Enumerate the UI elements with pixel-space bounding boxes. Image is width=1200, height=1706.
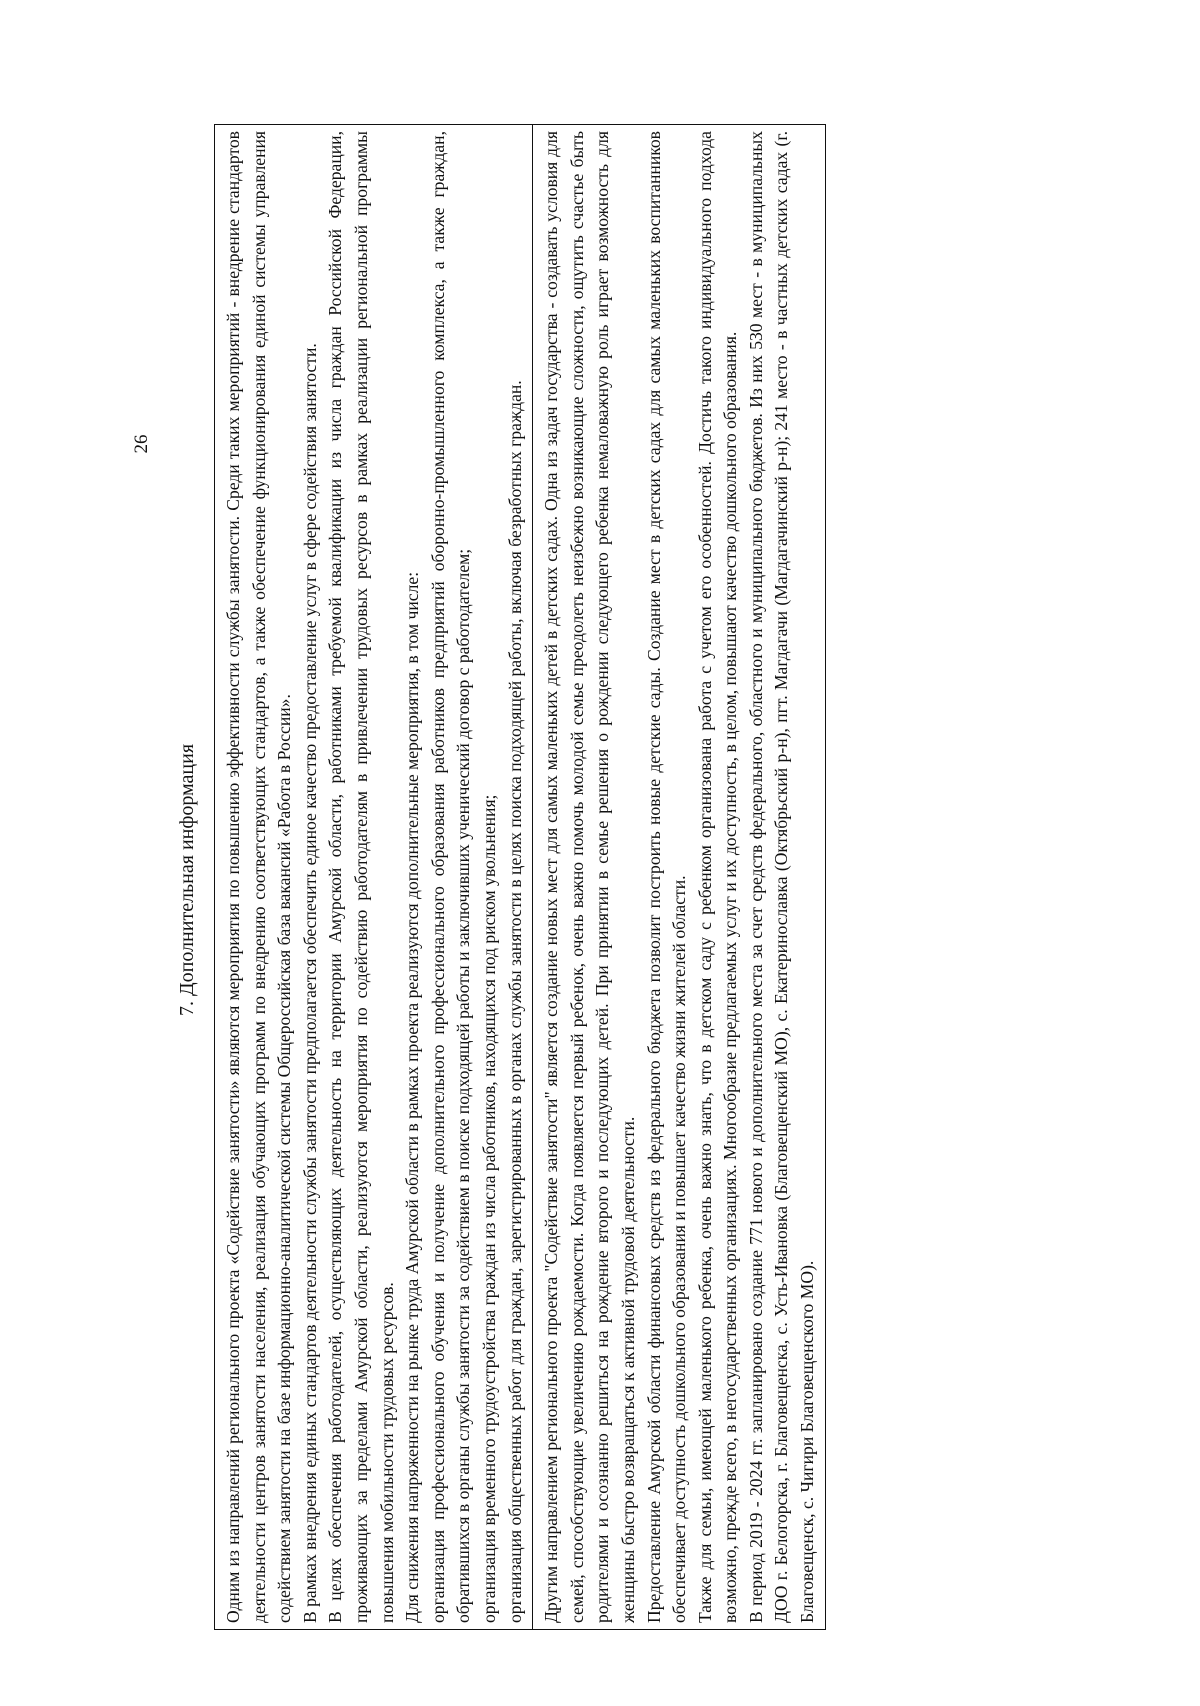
paragraph: Другим направлением регионального проекта "Содействие занятости" является создание новых мест для самых маленьких детей в детских садах. Одна из задач государства - создавать условия для семей, способствующие увеличению рождаемости. Когда появляется первый ребенок, очень важно помочь молодой семье преодолеть неизбежно возникающие сложности, ощутить счастье быть родителями и осознанно решиться на рождение второго и последующих детей. При принятии в семье решения о рождении следующего ребенка немаловажную роль играет возможность для женщины быстро возвращаться к активной трудовой деятельности.	[541, 131, 638, 1623]
paragraph: Предоставление Амурской области финансовых средств из федерального бюджета позволит построить новые детские сады. Создание мест в детских садах для самых маленьких воспитанников обеспечивает доступность дошкольного образования и повышает качество жизни жителей области.	[643, 131, 690, 1623]
page-number: 26	[131, 434, 152, 454]
table-cell-kindergartens	[533, 125, 826, 1630]
section-title: 7. Дополнительная информация	[176, 743, 198, 1017]
info-table	[214, 124, 826, 1630]
paragraph: организация профессионального обучения и получение дополнительного профессионального образования работников предприятий оборонно-промышленного комплекса, а также граждан, обратившихся в органы службы занятости за содействием в поиске подходящей работы и заключивших ученический договор с работодателем;	[427, 131, 474, 1623]
table-row	[533, 125, 826, 1630]
paragraph: Одним из направлений регионального проекта «Содействие занятости» являются мероприятия по повышению эффективности службы занятости. Среди таких мероприятий - внедрение стандартов деятельности центров занятости населения, реализация обучающих программ по внедрению соответствующих стандартов, а также обеспечение функционирования единой системы управления содействием занятости на базе информационно-аналитической системы Общероссийская база вакансий «Работа в России».	[223, 131, 295, 1623]
paragraph: Также для семьи, имеющей маленького ребенка, очень важно знать, что в детском саду с ребенком организована работа с учетом его особенностей. Достичь такого индивидуального подхода возможно, прежде всего, в негосударственных организациях. Многообразие предлагаемых услуг и их доступность, в целом, повышают качество дошкольного образования.	[694, 131, 741, 1623]
table-cell-employment	[215, 125, 533, 1630]
paragraph: организация временного трудоустройства граждан из числа работников, находящихся под риском увольнения;	[478, 794, 499, 1623]
paragraph: В целях обеспечения работодателей, осуществляющих деятельность на территории Амурской области, работниками требуемой квалификации из числа граждан Российской Федерации, проживающих за пределами Амурской области, реализуются мероприятия по содействию работодателям в привлечении трудовых ресурсов в рамках реализации региональной программы повышения мобильности трудовых ресурсов.	[325, 131, 397, 1623]
rotated-page-content	[172, 104, 992, 1656]
paragraph: организация общественных работ для граждан, зарегистрированных в органах службы занятости в целях поиска подходящей работы, включая безработных граждан.	[504, 380, 525, 1623]
table-row	[215, 125, 533, 1630]
paragraph: Для снижения напряженности на рынке труда Амурской области в рамках проекта реализуются дополнительные мероприятия, в том числе:	[402, 571, 423, 1623]
paragraph: В период 2019 - 2024 гг. запланировано создание 771 нового и дополнительного места за счет средств федерального, областного и муниципального бюджетов. Из них 530 мест - в муниципальных ДОО г. Белогорска, г. Благовещенска, с. Усть-Ивановка (Благовещенский МО), с. Екатеринославка (Октябрьский р-н), пгт. Магдагачи (Магдагачинский р-н); 241 место - в частных детских садах (г. Благовещенск, с. Чигири Благовещенского МО).	[745, 131, 818, 1623]
paragraph: В рамках внедрения единых стандартов деятельности службы занятости предполагается обеспечить единое качество предоставление услуг в сфере содействия занятости.	[299, 343, 320, 1623]
